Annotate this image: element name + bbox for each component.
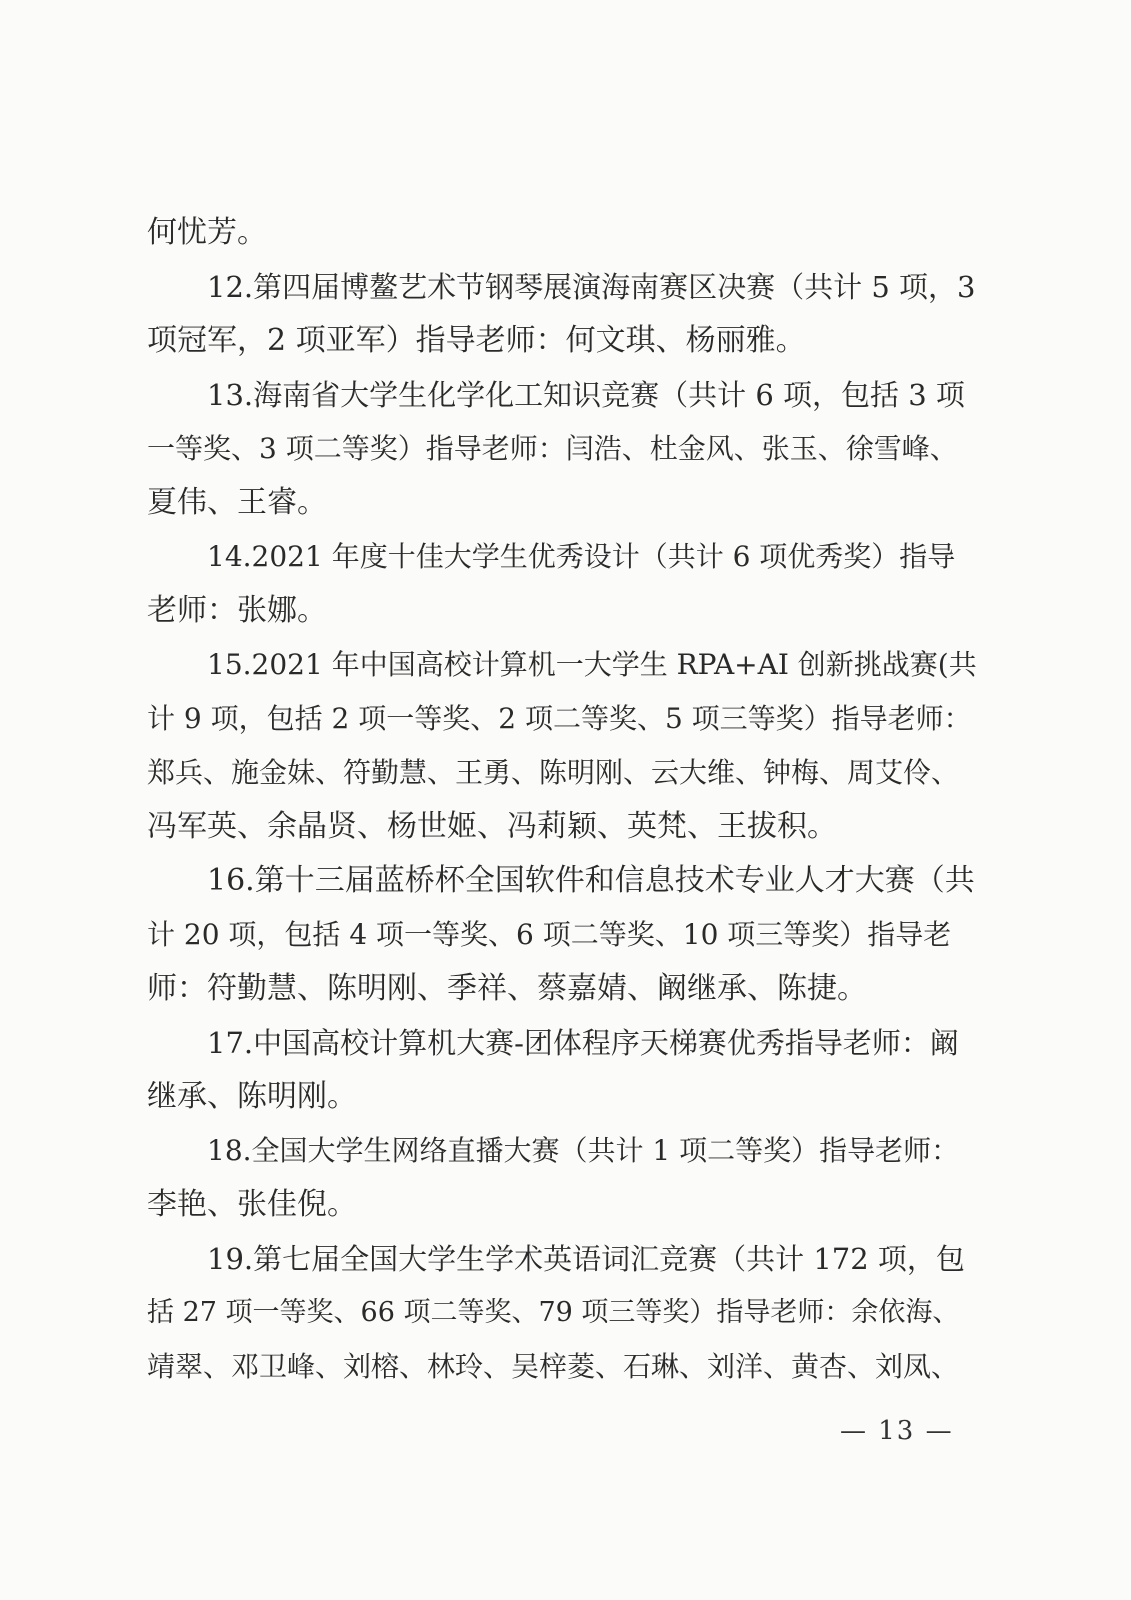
line-text: 何忧芳。 — [147, 215, 267, 250]
item-16-line-1 — [147, 854, 977, 908]
line-text: 14.2021 年度十佳大学生优秀设计（共计 6 项优秀奖）指导 — [207, 540, 956, 573]
item-16-line-2 — [147, 908, 977, 962]
item-17-line-2 — [147, 1070, 977, 1124]
line-text: 项冠军，2 项亚军）指导老师：何文琪、杨丽雅。 — [147, 323, 806, 358]
line-text: 13.海南省大学生化学化工知识竞赛（共计 6 项，包括 3 项 — [207, 378, 965, 412]
item-13-line-1 — [147, 368, 977, 422]
item-19-line-3 — [147, 1340, 977, 1394]
line-text: 16.第十三届蓝桥杯全国软件和信息技术专业人才大赛（共 — [207, 863, 975, 898]
line-text: 继承、陈明刚。 — [147, 1079, 357, 1114]
item-13-line-2 — [147, 422, 977, 476]
line-text: 冯军英、余晶贤、杨世姬、冯莉颖、英梵、王拔积。 — [147, 809, 837, 844]
item-15-line-1 — [147, 638, 977, 692]
line-text: 计 20 项，包括 4 项一等奖、6 项二等奖、10 项三等奖）指导老 — [147, 918, 952, 951]
item-14-line-1 — [147, 530, 977, 584]
item-16-line-3 — [147, 962, 977, 1016]
item-12-line-1 — [147, 260, 977, 314]
item-14-line-2 — [147, 584, 977, 638]
line-text: 靖翠、邓卫峰、刘榕、林玲、吴梓菱、石琳、刘洋、黄杏、刘凤、 — [147, 1350, 960, 1383]
line-text: 计 9 项，包括 2 项一等奖、2 项二等奖、5 项三等奖）指导老师： — [147, 702, 972, 735]
item-18-line-1 — [147, 1124, 977, 1178]
line-text: 18.全国大学生网络直播大赛（共计 1 项二等奖）指导老师： — [207, 1134, 960, 1167]
line-text: 括 27 项一等奖、66 项二等奖、79 项三等奖）指导老师：余依海、 — [147, 1297, 960, 1328]
item-15-line-3 — [147, 746, 977, 800]
item-13-line-3 — [147, 476, 977, 530]
item-19-line-2 — [147, 1286, 977, 1340]
text-line — [147, 206, 977, 260]
line-text: 老师：张娜。 — [147, 593, 327, 628]
item-12-line-2 — [147, 314, 977, 368]
document-body — [147, 206, 977, 1394]
line-text: 19.第七届全国大学生学术英语词汇竞赛（共计 172 项，包 — [207, 1242, 965, 1276]
item-17-line-1 — [147, 1016, 977, 1070]
line-text: 15.2021 年中国高校计算机一大学生 RPA+AI 创新挑战赛(共 — [207, 648, 977, 681]
item-18-line-2 — [147, 1178, 977, 1232]
line-text: 夏伟、王睿。 — [147, 485, 327, 520]
item-15-line-2 — [147, 692, 977, 746]
line-text: 12.第四届博鳌艺术节钢琴展演海南赛区决赛（共计 5 项，3 — [207, 270, 976, 304]
page-number: — 13 — — [840, 1416, 954, 1446]
line-text: 郑兵、施金妹、符勤慧、王勇、陈明刚、云大维、钟梅、周艾伶、 — [147, 756, 960, 789]
item-19-line-1 — [147, 1232, 977, 1286]
line-text: 师：符勤慧、陈明刚、季祥、蔡嘉婧、阚继承、陈捷。 — [147, 971, 867, 1006]
item-15-line-4 — [147, 800, 977, 854]
line-text: 李艳、张佳倪。 — [147, 1187, 357, 1222]
line-text: 一等奖、3 项二等奖）指导老师：闫浩、杜金风、张玉、徐雪峰、 — [147, 432, 958, 465]
line-text: 17.中国高校计算机大赛-团体程序天梯赛优秀指导老师：阚 — [207, 1026, 959, 1060]
